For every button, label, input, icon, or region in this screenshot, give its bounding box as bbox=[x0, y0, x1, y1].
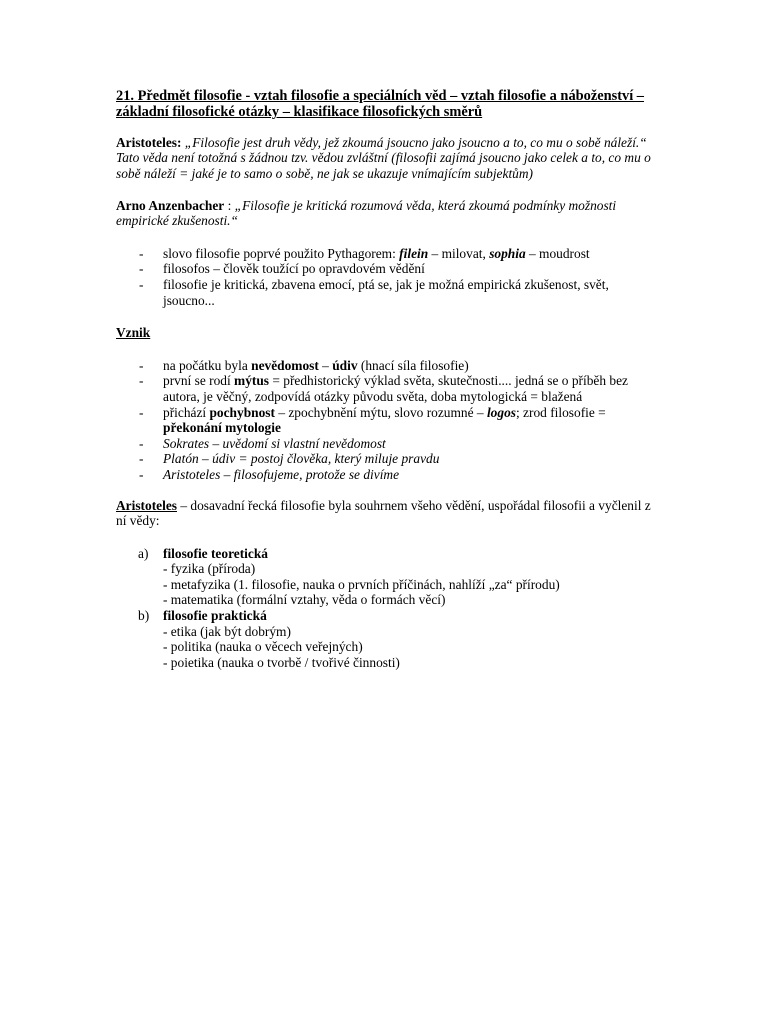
sub-item: - fyzika (příroda) bbox=[163, 561, 256, 577]
term: filein bbox=[399, 245, 429, 261]
sub-item: - poietika (nauka o tvorbě / tvořivé činnosti) bbox=[163, 654, 400, 670]
term: údiv bbox=[332, 357, 358, 373]
text: na počátku byla bbox=[163, 357, 252, 373]
list-item: - filosofie je kritická, zbavena emocí, ptá se, jak je možná empirická zkušenost, svět, jsoucno... bbox=[116, 277, 656, 308]
list-item bbox=[116, 451, 656, 467]
author-name: Aristoteles bbox=[116, 497, 177, 513]
etymology-list bbox=[116, 246, 656, 308]
list-item bbox=[116, 546, 656, 608]
text: Platón – údiv = postoj člověka, který miluje pravdu bbox=[163, 451, 440, 467]
text: (hnací síla filosofie) bbox=[357, 357, 469, 373]
section-heading-vznik bbox=[116, 325, 656, 341]
term: nevědomost bbox=[251, 357, 319, 373]
author-name: Aristoteles: bbox=[116, 134, 182, 150]
term: logos bbox=[486, 404, 516, 420]
list-item bbox=[116, 246, 656, 262]
aristoteles-paragraph bbox=[116, 498, 656, 529]
list-marker: a) bbox=[138, 545, 149, 561]
list-item bbox=[116, 608, 656, 670]
term: sophia bbox=[489, 245, 526, 261]
separator: : bbox=[224, 197, 235, 213]
class-title: filosofie teoretická bbox=[163, 545, 268, 561]
aristoteles-definition bbox=[116, 135, 656, 182]
origin-list bbox=[116, 358, 656, 483]
page-title: 21. Předmět filosofie - vztah filosofie a speciálních věd – vztah filosofie a náboženství – základní filosofické otázky – klasifikace filosofických směrů bbox=[116, 88, 644, 121]
sub-item: - etika (jak být dobrým) bbox=[163, 623, 291, 639]
list-item: - filosofos – člověk toužící po opravdovém vědění bbox=[116, 261, 656, 277]
class-title: filosofie praktická bbox=[163, 608, 267, 624]
list-item bbox=[116, 467, 656, 483]
text: = předhistorický výklad světa, skutečnosti.... jedná se o příběh bez autora, je věčný, zodpovídá otázky původu světa, doba mytologická = blažená bbox=[163, 373, 628, 404]
text: Sokrates – uvědomí si vlastní nevědomost bbox=[163, 435, 386, 451]
text: první se rodí bbox=[163, 373, 235, 389]
heading-text: Vznik bbox=[116, 325, 151, 341]
list-item bbox=[116, 436, 656, 452]
list-item bbox=[116, 358, 656, 374]
text: slovo filosofie poprvé použito Pythagorem: bbox=[163, 245, 400, 261]
text: – moudrost bbox=[525, 245, 590, 261]
text: – milovat, bbox=[428, 245, 490, 261]
term: pochybnost bbox=[209, 404, 275, 420]
list-marker: b) bbox=[138, 608, 150, 624]
text: ; zrod filosofie = bbox=[515, 404, 606, 420]
document-body bbox=[116, 88, 656, 670]
anzenbacher-definition bbox=[116, 198, 656, 229]
sub-item: - metafyzika (1. filosofie, nauka o prvních příčinách, nahlíží „za“ přírodu) bbox=[163, 576, 560, 592]
sub-item: - matematika (formální vztahy, věda o formách věcí) bbox=[163, 592, 446, 608]
list-item bbox=[116, 405, 656, 436]
list-item bbox=[116, 373, 656, 404]
text: – dosavadní řecká filosofie byla souhrnem všeho vědění, uspořádal filosofii a vyčlenil z ní vědy: bbox=[116, 497, 651, 529]
sub-item: - politika (nauka o věcech veřejných) bbox=[163, 639, 363, 655]
definition-quote: „Filosofie je kritická rozumová věda, která zkoumá podmínky možnosti empirické zkušenosti.“ bbox=[116, 197, 617, 229]
text: přichází bbox=[163, 404, 210, 420]
term: mýtus bbox=[234, 373, 270, 389]
author-name: Arno Anzenbacher bbox=[116, 197, 225, 213]
text: – bbox=[318, 357, 333, 373]
term: překonání mytologie bbox=[163, 420, 281, 436]
classification-list bbox=[116, 546, 656, 671]
text: Aristoteles – filosofujeme, protože se divíme bbox=[163, 466, 400, 482]
definition-quote: „Filosofie jest druh vědy, jež zkoumá jsoucno jako jsoucno a to, co mu o sobě náleží.“ Tato věda není totožná s žádnou tzv. vědou zvláštní (filosofii zajímá jsoucno jako celek a to, co mu o sobě náleží = jaké je to samo o sobě, ne jak se ukazuje vnímajícím subjektům) bbox=[116, 134, 651, 181]
text: – zpochybnění mýtu, slovo rozumné – bbox=[274, 404, 487, 420]
